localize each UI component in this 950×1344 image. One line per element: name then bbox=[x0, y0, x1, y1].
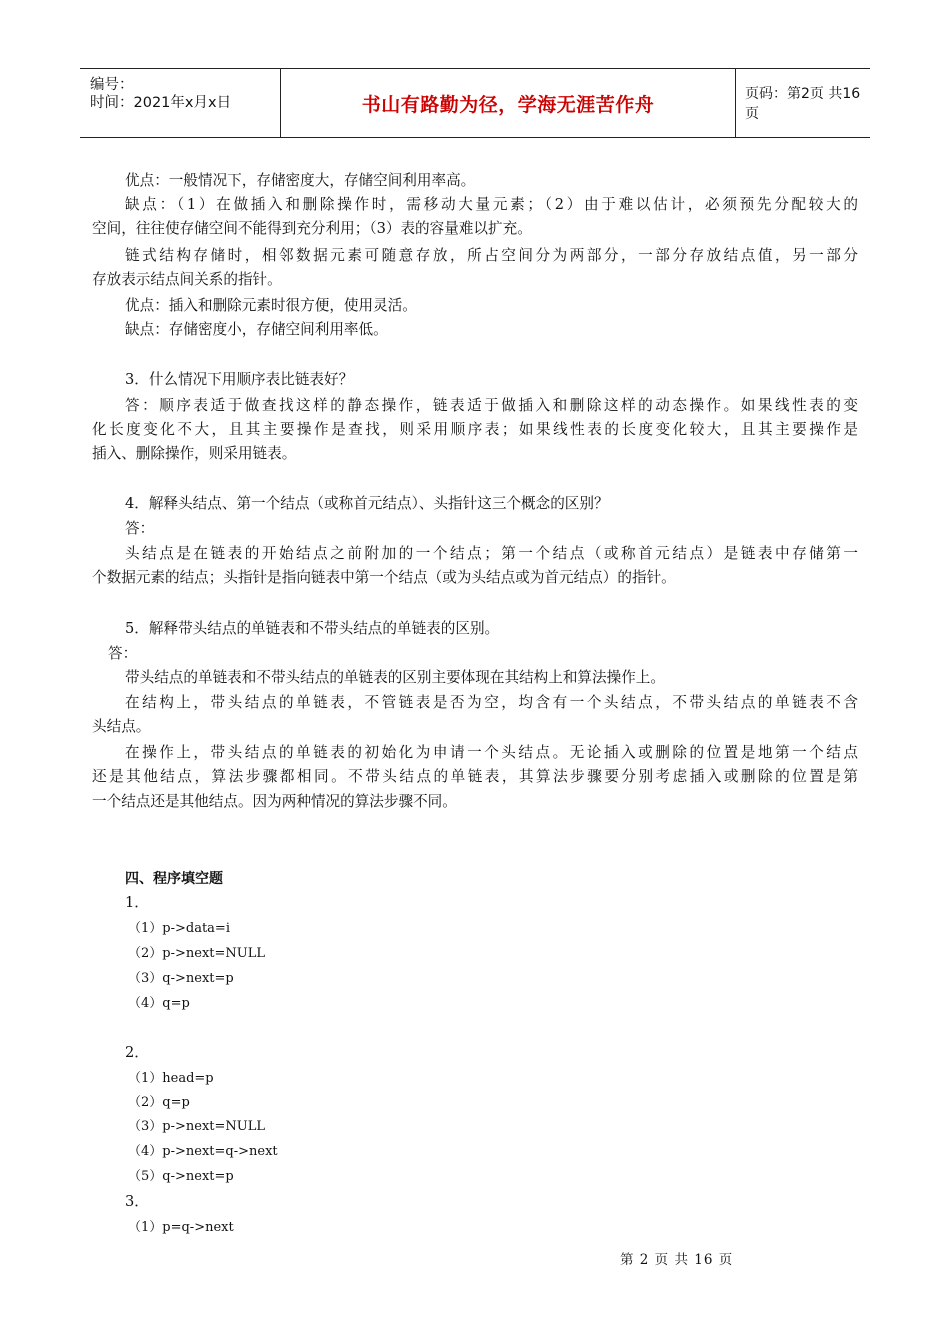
paragraph-line: 还是其他结点，算法步骤都相同。不带头结点的单链表，其算法步骤要分别考虑插入或删除的位置是第 bbox=[92, 768, 858, 785]
section-title: 四、程序填空题 bbox=[125, 871, 223, 887]
paragraph-line: 个数据元素的结点；头指针是指向链表中第一个结点（或为头结点或为首元结点）的指针。 bbox=[92, 569, 676, 586]
paragraph-line: 答：顺序表适于做查找这样的静态操作，链表适于做插入和删除这样的动态操作。如果线性表的变 bbox=[125, 397, 858, 414]
code-item: （3）q->next=p bbox=[128, 971, 234, 986]
question-heading: 3．什么情况下用顺序表比链表好？ bbox=[125, 371, 354, 388]
header-meta-cell bbox=[80, 69, 280, 137]
paragraph-line: 头结点。 bbox=[92, 718, 151, 735]
code-item: （1）p->data=i bbox=[128, 921, 230, 936]
paragraph-line: 带头结点的单链表和不带头结点的单链表的区别主要体现在其结构上和算法操作上。 bbox=[125, 669, 665, 686]
header-motto-cell bbox=[280, 69, 736, 137]
paragraph-line: 空间，往往使存储空间不能得到充分利用；（3）表的容量难以扩充。 bbox=[92, 220, 532, 237]
header-page-cell bbox=[735, 69, 870, 137]
code-item: （1）head=p bbox=[128, 1071, 214, 1086]
group-number: 2． bbox=[125, 1044, 149, 1061]
page-header bbox=[80, 68, 870, 138]
code-item: （1）p=q->next bbox=[128, 1220, 234, 1235]
question-heading: 4．解释头结点、第一个结点（或称首元结点）、头指针这三个概念的区别？ bbox=[125, 495, 609, 512]
page-footer: 第 2 页 共 16 页 bbox=[620, 1252, 734, 1268]
code-item: （3）p->next=NULL bbox=[128, 1119, 265, 1134]
group-number: 3． bbox=[125, 1193, 149, 1210]
answer-label: 答： bbox=[125, 520, 155, 537]
paragraph-line: 头结点是在链表的开始结点之前附加的一个结点；第一个结点（或称首元结点）是链表中存储第一 bbox=[125, 545, 858, 562]
paragraph-line: 在结构上，带头结点的单链表，不管链表是否为空，均含有一个头结点，不带头结点的单链表不含 bbox=[125, 694, 858, 711]
page-label: 页码：第2页 共16页 bbox=[745, 86, 861, 122]
code-item: （4）p->next=q->next bbox=[128, 1144, 278, 1159]
code-item: （5）q->next=p bbox=[128, 1169, 234, 1184]
group-number: 1． bbox=[125, 894, 149, 911]
date-label: 时间：2021年x月x日 bbox=[90, 95, 232, 111]
paragraph-line: 化长度变化不大，且其主要操作是查找，则采用顺序表；如果线性表的长度变化较大，且其主要操作是 bbox=[92, 421, 858, 438]
paragraph-line: 优点：一般情况下，存储密度大，存储空间利用率高。 bbox=[125, 172, 476, 189]
motto: 书山有路勤为径，学海无涯苦作舟 bbox=[361, 93, 655, 116]
answer-label: 答： bbox=[108, 645, 138, 662]
paragraph-line: 链式结构存储时，相邻数据元素可随意存放，所占空间分为两部分，一部分存放结点值，另一部分 bbox=[125, 247, 858, 264]
code-item: （4）q=p bbox=[128, 996, 190, 1011]
paragraph-line: 优点：插入和删除元素时很方便，使用灵活。 bbox=[125, 297, 417, 314]
code-label: 编号： bbox=[90, 77, 134, 93]
paragraph-line: 插入、删除操作，则采用链表。 bbox=[92, 445, 297, 462]
paragraph-line: 缺点：（1）在做插入和删除操作时，需移动大量元素；（2）由于难以估计，必须预先分配较大的 bbox=[125, 196, 858, 213]
code-item: （2）q=p bbox=[128, 1095, 190, 1110]
paragraph-line: 存放表示结点间关系的指针。 bbox=[92, 271, 282, 288]
paragraph-line: 缺点：存储密度小，存储空间利用率低。 bbox=[125, 321, 388, 338]
question-heading: 5．解释带头结点的单链表和不带头结点的单链表的区别。 bbox=[125, 620, 500, 637]
paragraph-line: 在操作上，带头结点的单链表的初始化为申请一个头结点。无论插入或删除的位置是地第一个结点 bbox=[125, 744, 858, 761]
paragraph-line: 一个结点还是其他结点。因为两种情况的算法步骤不同。 bbox=[92, 793, 457, 810]
code-item: （2）p->next=NULL bbox=[128, 946, 265, 961]
